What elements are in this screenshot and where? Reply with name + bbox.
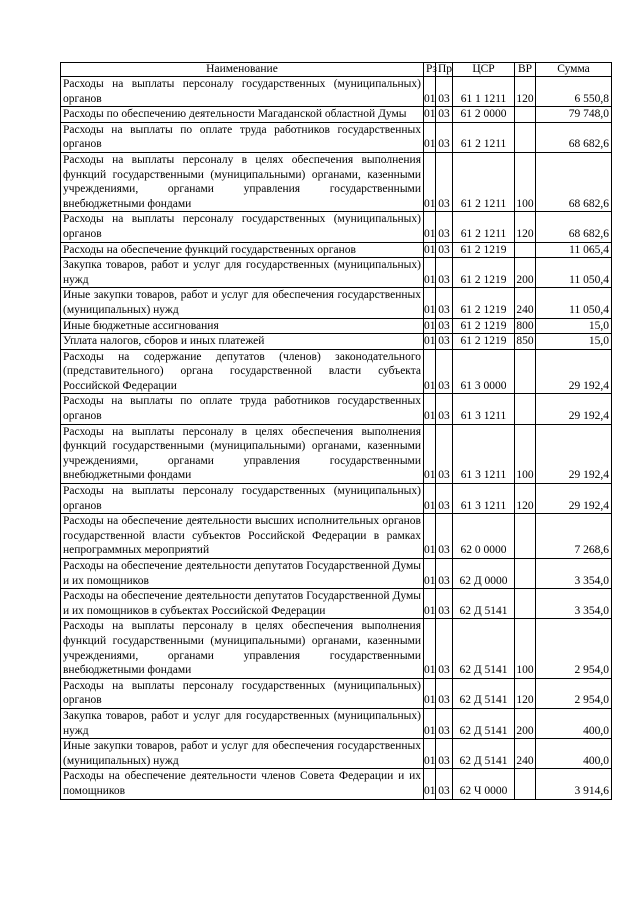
cell-sum: 11 065,4 [536,242,612,258]
cell-pr: 03 [436,619,453,678]
cell-csr: 62 Ч 0000 [453,769,515,799]
cell-vr [515,769,536,799]
cell-rz: 01 [424,77,436,107]
cell-vr [515,589,536,619]
cell-rz: 01 [424,394,436,424]
cell-sum: 29 192,4 [536,484,612,514]
cell-sum: 68 682,6 [536,152,612,211]
cell-name: Расходы на выплаты персоналу государственных (муниципальных) органов [61,678,424,708]
table-body [61,77,612,800]
budget-table [60,62,612,800]
cell-sum: 11 050,4 [536,258,612,288]
cell-csr: 61 2 1211 [453,152,515,211]
cell-name: Расходы по обеспечению деятельности Магаданской областной Думы [61,107,424,123]
table-row [61,212,612,242]
cell-sum: 11 050,4 [536,288,612,318]
cell-vr: 240 [515,288,536,318]
cell-pr: 03 [436,152,453,211]
cell-name: Расходы на выплаты персоналу в целях обеспечения выполнения функций государственными (муниципальными) органами, казенными учреждениями, органами управления государственными внебюджетными фондами [61,619,424,678]
cell-rz: 01 [424,258,436,288]
cell-pr: 03 [436,122,453,152]
cell-rz: 01 [424,589,436,619]
cell-csr: 62 Д 5141 [453,678,515,708]
cell-rz: 01 [424,514,436,559]
cell-csr: 61 2 1219 [453,318,515,334]
header-vr: ВР [515,63,536,77]
cell-sum: 2 954,0 [536,619,612,678]
cell-vr: 120 [515,484,536,514]
cell-csr: 61 2 1219 [453,258,515,288]
cell-sum: 68 682,6 [536,122,612,152]
cell-pr: 03 [436,769,453,799]
cell-pr: 03 [436,394,453,424]
cell-pr: 03 [436,258,453,288]
cell-pr: 03 [436,107,453,123]
cell-pr: 03 [436,484,453,514]
cell-vr [515,559,536,589]
cell-name: Расходы на выплаты по оплате труда работников государственных органов [61,122,424,152]
cell-csr: 61 3 0000 [453,349,515,394]
cell-name: Иные бюджетные ассигнования [61,318,424,334]
cell-rz: 01 [424,152,436,211]
cell-name: Расходы на выплаты персоналу в целях обеспечения выполнения функций государственными (муниципальными) органами, казенными учреждениями, органами управления государственными внебюджетными фондами [61,424,424,483]
cell-csr: 61 1 1211 [453,77,515,107]
cell-sum: 79 748,0 [536,107,612,123]
cell-sum: 3 914,6 [536,769,612,799]
cell-csr: 61 2 1219 [453,242,515,258]
table-row [61,678,612,708]
cell-csr: 62 Д 5141 [453,708,515,738]
cell-sum: 6 550,8 [536,77,612,107]
cell-csr: 61 2 1211 [453,212,515,242]
cell-pr: 03 [436,708,453,738]
cell-name: Уплата налогов, сборов и иных платежей [61,334,424,350]
cell-pr: 03 [436,349,453,394]
cell-sum: 29 192,4 [536,349,612,394]
cell-vr [515,394,536,424]
table-row [61,484,612,514]
table-row [61,708,612,738]
cell-name: Иные закупки товаров, работ и услуг для обеспечения государственных (муниципальных) нужд [61,288,424,318]
table-row [61,152,612,211]
cell-pr: 03 [436,514,453,559]
cell-vr: 100 [515,424,536,483]
cell-vr: 120 [515,678,536,708]
cell-rz: 01 [424,318,436,334]
cell-name: Закупка товаров, работ и услуг для государственных (муниципальных) нужд [61,258,424,288]
cell-vr: 200 [515,258,536,288]
cell-csr: 62 Д 0000 [453,559,515,589]
cell-name: Расходы на обеспечение функций государственных органов [61,242,424,258]
cell-pr: 03 [436,288,453,318]
cell-rz: 01 [424,334,436,350]
cell-csr: 62 Д 5141 [453,739,515,769]
cell-rz: 01 [424,484,436,514]
table-row [61,258,612,288]
cell-rz: 01 [424,288,436,318]
cell-name: Расходы на обеспечение деятельности членов Совета Федерации и их помощников [61,769,424,799]
cell-csr: 62 0 0000 [453,514,515,559]
table-row [61,349,612,394]
table-row [61,559,612,589]
header-rz: Рз [424,63,436,77]
table-row [61,589,612,619]
cell-name: Закупка товаров, работ и услуг для государственных (муниципальных) нужд [61,708,424,738]
table-row [61,242,612,258]
cell-sum: 400,0 [536,739,612,769]
cell-vr: 100 [515,619,536,678]
cell-vr: 100 [515,152,536,211]
table-row [61,107,612,123]
table-row [61,318,612,334]
cell-rz: 01 [424,242,436,258]
cell-pr: 03 [436,334,453,350]
cell-vr: 200 [515,708,536,738]
cell-vr [515,122,536,152]
table-row [61,739,612,769]
cell-sum: 29 192,4 [536,394,612,424]
cell-rz: 01 [424,349,436,394]
cell-vr [515,514,536,559]
cell-vr [515,242,536,258]
cell-rz: 01 [424,212,436,242]
cell-vr [515,349,536,394]
cell-sum: 15,0 [536,334,612,350]
cell-rz: 01 [424,122,436,152]
cell-name: Расходы на выплаты персоналу в целях обеспечения выполнения функций государственными (муниципальными) органами, казенными учреждениями, органами управления государственными внебюджетными фондами [61,152,424,211]
cell-csr: 61 2 1219 [453,334,515,350]
cell-rz: 01 [424,739,436,769]
header-sum: Сумма [536,63,612,77]
cell-vr: 800 [515,318,536,334]
cell-csr: 61 2 0000 [453,107,515,123]
cell-vr [515,107,536,123]
cell-sum: 7 268,6 [536,514,612,559]
cell-pr: 03 [436,739,453,769]
cell-rz: 01 [424,424,436,483]
cell-name: Иные закупки товаров, работ и услуг для обеспечения государственных (муниципальных) нужд [61,739,424,769]
cell-pr: 03 [436,424,453,483]
cell-sum: 3 354,0 [536,559,612,589]
cell-rz: 01 [424,559,436,589]
budget-table-sheet [60,62,612,800]
cell-sum: 29 192,4 [536,424,612,483]
cell-rz: 01 [424,769,436,799]
cell-csr: 61 3 1211 [453,484,515,514]
table-row [61,769,612,799]
table-row [61,514,612,559]
table-row [61,334,612,350]
cell-name: Расходы на обеспечение деятельности депутатов Государственной Думы и их помощников [61,559,424,589]
cell-vr: 850 [515,334,536,350]
header-csr: ЦСР [453,63,515,77]
table-header-row [61,63,612,77]
cell-pr: 03 [436,212,453,242]
cell-name: Расходы на содержание депутатов (членов) законодательного (представительного) органа государственной власти субъекта Российской Федерации [61,349,424,394]
cell-csr: 61 3 1211 [453,394,515,424]
cell-pr: 03 [436,318,453,334]
cell-csr: 61 2 1219 [453,288,515,318]
cell-pr: 03 [436,77,453,107]
cell-sum: 15,0 [536,318,612,334]
cell-sum: 400,0 [536,708,612,738]
cell-name: Расходы на выплаты персоналу государственных (муниципальных) органов [61,212,424,242]
cell-vr: 120 [515,77,536,107]
table-row [61,122,612,152]
cell-sum: 2 954,0 [536,678,612,708]
cell-rz: 01 [424,619,436,678]
table-row [61,77,612,107]
cell-rz: 01 [424,107,436,123]
cell-csr: 61 2 1211 [453,122,515,152]
cell-pr: 03 [436,678,453,708]
cell-name: Расходы на обеспечение деятельности высших исполнительных органов государственной власти субъектов Российской Федерации в рамках непрограммных мероприятий [61,514,424,559]
table-row [61,424,612,483]
table-row [61,619,612,678]
cell-sum: 3 354,0 [536,589,612,619]
cell-pr: 03 [436,559,453,589]
cell-vr: 240 [515,739,536,769]
cell-sum: 68 682,6 [536,212,612,242]
cell-csr: 62 Д 5141 [453,589,515,619]
cell-rz: 01 [424,708,436,738]
header-name: Наименование [61,63,424,77]
cell-name: Расходы на выплаты по оплате труда работников государственных органов [61,394,424,424]
header-pr: Пр [436,63,453,77]
cell-rz: 01 [424,678,436,708]
cell-csr: 61 3 1211 [453,424,515,483]
cell-pr: 03 [436,242,453,258]
cell-pr: 03 [436,589,453,619]
cell-name: Расходы на выплаты персоналу государственных (муниципальных) органов [61,77,424,107]
cell-name: Расходы на выплаты персоналу государственных (муниципальных) органов [61,484,424,514]
table-row [61,394,612,424]
cell-csr: 62 Д 5141 [453,619,515,678]
cell-name: Расходы на обеспечение деятельности депутатов Государственной Думы и их помощников в субъектах Российской Федерации [61,589,424,619]
table-row [61,288,612,318]
cell-vr: 120 [515,212,536,242]
